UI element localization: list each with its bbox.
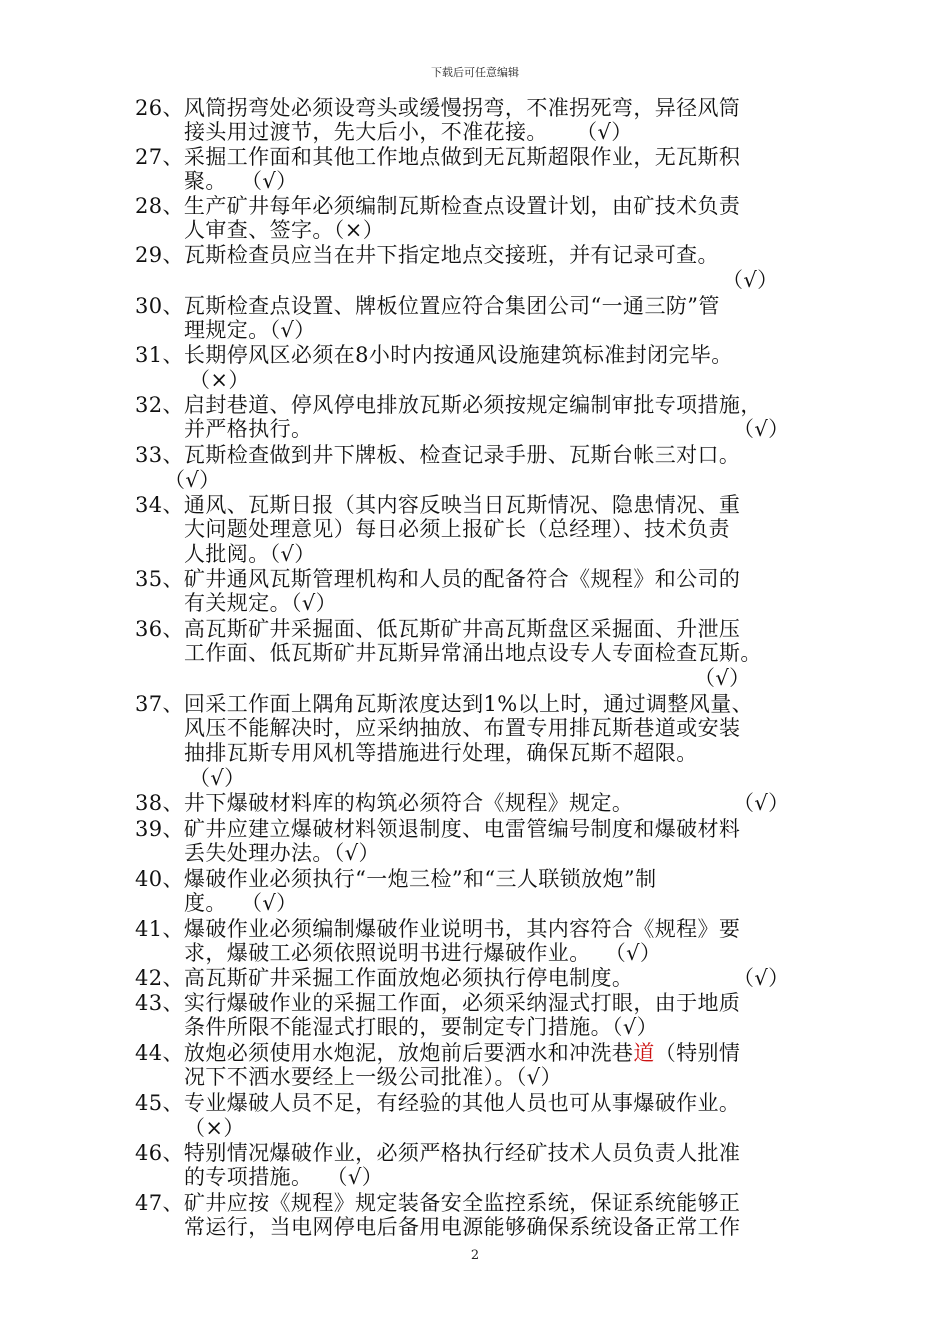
page-number: 2 — [470, 1248, 480, 1263]
item-32-line-2: 并严格执行。 — [184, 417, 313, 441]
item-42-answer: （√） — [733, 966, 790, 990]
item-28-line-2: 人审查、签字。（×） — [184, 218, 385, 242]
item-39-line-2: 丢失处理办法。（√） — [184, 841, 380, 865]
item-39-line-1: 39、矿井应建立爆破材料领退制度、电雷管编号制度和爆破材料 — [135, 817, 741, 841]
item-44-text-b: （特别情 — [654, 1041, 741, 1065]
page-header: 下载后可任意编辑 — [431, 66, 519, 79]
item-43-line-2: 条件所限不能湿式打眼的，要制定专门措施。（√） — [184, 1015, 659, 1039]
item-42-line-1: 42、高瓦斯矿井采掘工作面放炮必须执行停电制度。 — [135, 966, 634, 990]
item-31-answer: （×） — [189, 368, 250, 392]
item-30-line-1: 30、瓦斯检查点设置、牌板位置应符合集团公司“一通三防”管 — [135, 294, 720, 318]
item-29-answer: （√） — [722, 268, 779, 292]
item-34-line-3: 人批阅。（√） — [184, 542, 316, 566]
item-46-line-2: 的专项措施。 （√） — [184, 1165, 384, 1189]
item-37-line-2: 风压不能解决时，应采纳抽放、布置专用排瓦斯巷道或安装 — [184, 716, 741, 740]
item-30-line-2: 理规定。（√） — [184, 318, 316, 342]
item-34-line-2: 大问题处理意见）每日必须上报矿长（总经理）、技术负责 — [184, 517, 730, 541]
item-44-text-a: 44、放炮必须使用水炮泥，放炮前后要洒水和冲洗巷 — [135, 1041, 634, 1065]
item-36-line-1: 36、高瓦斯矿井采掘面、低瓦斯矿井高瓦斯盘区采掘面、升泄压 — [135, 617, 741, 641]
item-34-line-1: 34、通风、瓦斯日报（其内容反映当日瓦斯情况、隐患情况、重 — [135, 493, 741, 517]
item-45-line-1: 45、专业爆破人员不足，有经验的其他人员也可从事爆破作业。 — [135, 1091, 741, 1115]
item-36-line-2: 工作面、低瓦斯矿井瓦斯异常涌出地点设专人专面检查瓦斯。 — [184, 641, 762, 665]
item-26-line-2: 接头用过渡节，先大后小，不准花接。 （√） — [184, 120, 633, 144]
item-44-highlight: 道 — [633, 1041, 655, 1065]
item-27-line-1: 27、采掘工作面和其他工作地点做到无瓦斯超限作业，无瓦斯积 — [135, 145, 741, 169]
item-27-line-2: 聚。 （√） — [184, 169, 298, 193]
item-44-line-1 — [135, 1041, 740, 1065]
item-33-answer: （√） — [164, 468, 221, 492]
item-32-answer: （√） — [733, 417, 790, 441]
item-37-answer: （√） — [189, 766, 246, 790]
item-47-line-2: 常运行，当电网停电后备用电源能够确保系统设备正常工作 — [184, 1215, 741, 1239]
item-47-line-1: 47、矿井应按《规程》规定装备安全监控系统，保证系统能够正 — [135, 1191, 741, 1215]
item-41-line-1: 41、爆破作业必须编制爆破作业说明书，其内容符合《规程》要 — [135, 917, 741, 941]
item-37-line-1: 37、回采工作面上隅角瓦斯浓度达到1%以上时，通过调整风量、 — [135, 692, 754, 716]
item-35-line-2: 有关规定。（√） — [184, 591, 338, 615]
item-36-answer: （√） — [694, 666, 751, 690]
item-44-line-2: 况下不洒水要经上一级公司批准）。（√） — [184, 1065, 562, 1089]
item-32-line-1: 32、启封巷道、停风停电排放瓦斯必须按规定编制审批专项措施， — [135, 393, 762, 417]
item-38-answer: （√） — [733, 791, 790, 815]
item-28-line-1: 28、生产矿井每年必须编制瓦斯检查点设置计划，由矿技术负责 — [135, 194, 741, 218]
item-26-line-1: 26、风筒拐弯处必须设弯头或缓慢拐弯，不准拐死弯，异径风筒 — [135, 96, 741, 120]
item-41-line-2: 求，爆破工必须依照说明书进行爆破作业。 （√） — [184, 941, 662, 965]
item-43-line-1: 43、实行爆破作业的采掘工作面，必须采纳湿式打眼，由于地质 — [135, 991, 741, 1015]
item-40-line-2: 度。 （√） — [184, 891, 298, 915]
item-37-line-3: 抽排瓦斯专用风机等措施进行处理，确保瓦斯不超限。 — [184, 741, 698, 765]
item-35-line-1: 35、矿井通风瓦斯管理机构和人员的配备符合《规程》和公司的 — [135, 567, 741, 591]
item-31-line-1: 31、长期停风区必须在8小时内按通风设施建筑标准封闭完毕。 — [135, 343, 733, 367]
item-33-line-1: 33、瓦斯检查做到井下牌板、检查记录手册、瓦斯台帐三对口。 — [135, 443, 741, 467]
item-29-line-1: 29、瓦斯检查员应当在井下指定地点交接班，并有记录可查。 — [135, 243, 719, 267]
item-40-line-1: 40、爆破作业必须执行“一炮三检”和“三人联锁放炮”制 — [135, 867, 657, 891]
item-38-line-1: 38、井下爆破材料库的构筑必须符合《规程》规定。 — [135, 791, 634, 815]
item-45-answer: （×） — [184, 1116, 245, 1140]
item-46-line-1: 46、特别情况爆破作业，必须严格执行经矿技术人员负责人批准 — [135, 1141, 741, 1165]
